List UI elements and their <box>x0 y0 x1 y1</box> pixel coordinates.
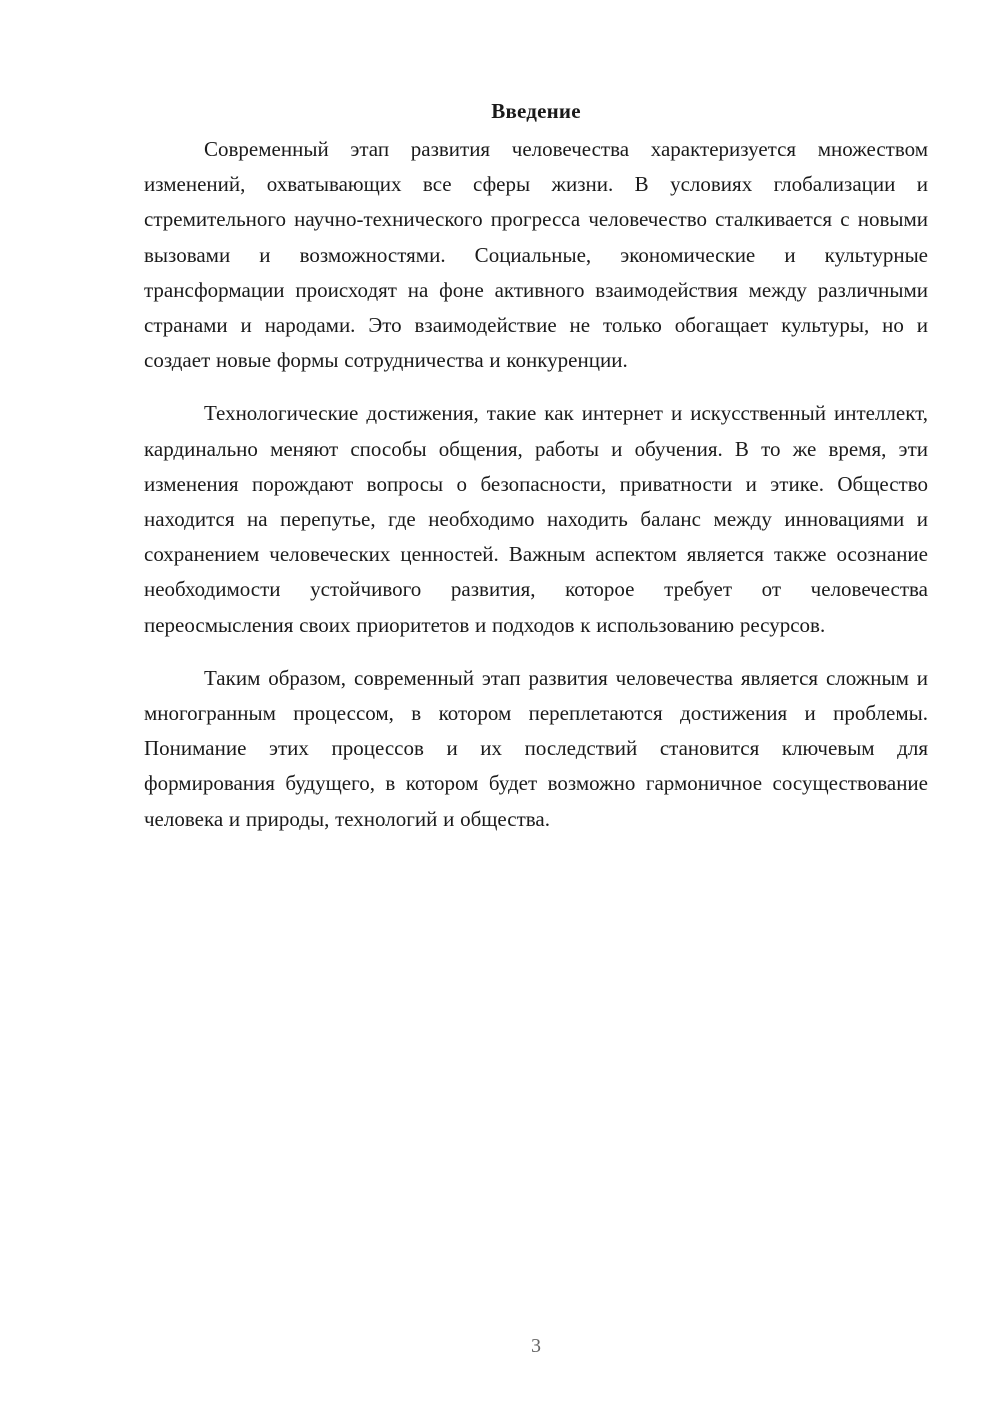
paragraph-2: Технологические достижения, такие как интернет и искусственный интеллект, кардинально меняют способы общения, работы и обучения. В то же время, эти изменения порождают вопросы о безопасности, приватности и этике. Общество находится на перепутье, где необходимо находить баланс между инновациями и сохранением человеческих ценностей. Важным аспектом является также осознание необходимости устойчивого развития, которое требует от человечества переосмысления своих приоритетов и подходов к использованию ресурсов. <box>144 401 928 637</box>
paragraph-1: Современный этап развития человечества характеризуется множеством изменений, охватывающих все сферы жизни. В условиях глобализации и стремительного научно-технического прогресса человечество сталкивается с новыми вызовами и возможностями. Социальные, экономические и культурные трансформации происходят на фоне активного взаимодействия между различными странами и народами. Это взаимодействие не только обогащает культуры, но и создает новые формы сотрудничества и конкуренции. <box>144 137 928 373</box>
paragraph-3: Таким образом, современный этап развития человечества является сложным и многогранным процессом, в котором переплетаются достижения и проблемы. Понимание этих процессов и их последствий становится ключевым для формирования будущего, в котором будет возможно гармоничное сосуществование человека и природы, технологий и общества. <box>144 665 928 831</box>
section-title: Введение <box>491 99 581 123</box>
page-number: 3 <box>531 1335 541 1357</box>
page-content <box>144 96 928 855</box>
